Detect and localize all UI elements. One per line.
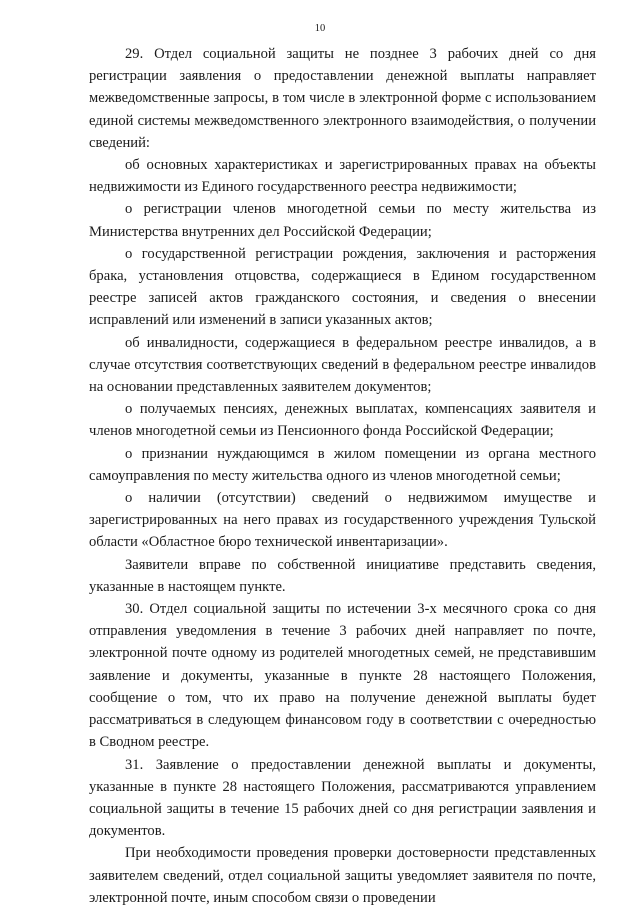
paragraph-applicant-initiative: Заявители вправе по собственной инициативе представить сведения, указанные в настоящем пункте. <box>89 556 596 595</box>
paragraph-residence-registration: о регистрации членов многодетной семьи по месту жительства из Министерства внутренних дел Российской Федерации; <box>89 201 596 240</box>
paragraph-disability: об инвалидности, содержащиеся в федеральном реестре инвалидов, а в случае отсутствия соответствующих сведений в федеральном реестре инвалидов на основании представленных заявителем документов; <box>89 334 596 396</box>
paragraph-property-bureau: о наличии (отсутствии) сведений о недвижимом имуществе и зарегистрированных на него правах из государственного учреждения Тульской области «Областное бюро технической инвентаризации». <box>89 490 596 551</box>
page-number: 10 <box>314 23 326 34</box>
paragraph-real-estate-rights: об основных характеристиках и зарегистрированных правах на объекты недвижимости из Единого государственного реестра недвижимости; <box>89 157 596 196</box>
paragraph-housing-need: о признании нуждающимся в жилом помещении из органа местного самоуправления по месту жительства одного из членов многодетной семьи; <box>89 445 596 484</box>
paragraph-29: 29. Отдел социальной защиты не позднее 3 рабочих дней со дня регистрации заявления о предоставлении денежной выплаты направляет межведомственные запросы, в том числе в электронной форме с использованием единой системы межведомственного электронного взаимодействия, о получении сведений: <box>89 46 596 151</box>
document-body <box>89 43 596 909</box>
paragraph-pensions: о получаемых пенсиях, денежных выплатах, компенсациях заявителя и членов многодетной семьи из Пенсионного фонда Российской Федерации; <box>89 401 596 440</box>
paragraph-31: 31. Заявление о предоставлении денежной выплаты и документы, указанные в пункте 28 настоящего Положения, рассматриваются управлением социальной защиты в течение 15 рабочих дней со дня регистрации заявления и документов. <box>89 756 596 840</box>
paragraph-civil-status-acts: о государственной регистрации рождения, заключения и расторжения брака, установления отцовства, содержащиеся в Едином государственном реестре записей актов гражданского состояния, и сведения о внесении исправлений или изменений в записи указанных актов; <box>89 245 596 329</box>
paragraph-verification: При необходимости проведения проверки достоверности представленных заявителем сведений, отдел социальной защиты уведомляет заявителя по почте, электронной почте, иным способом связи о проведении <box>89 845 596 906</box>
paragraph-30: 30. Отдел социальной защиты по истечении 3-х месячного срока со дня отправления уведомления в течение 3 рабочих дней направляет по почте, электронной почте одному из родителей многодетных семей, не представившим заявление и документы, указанные в пункте 28 настоящего Положения, сообщение о том, что их право на получение денежной выплаты будет рассматриваться в следующем финансовом году в соответствии с очередностью в Сводном реестре. <box>89 601 596 751</box>
